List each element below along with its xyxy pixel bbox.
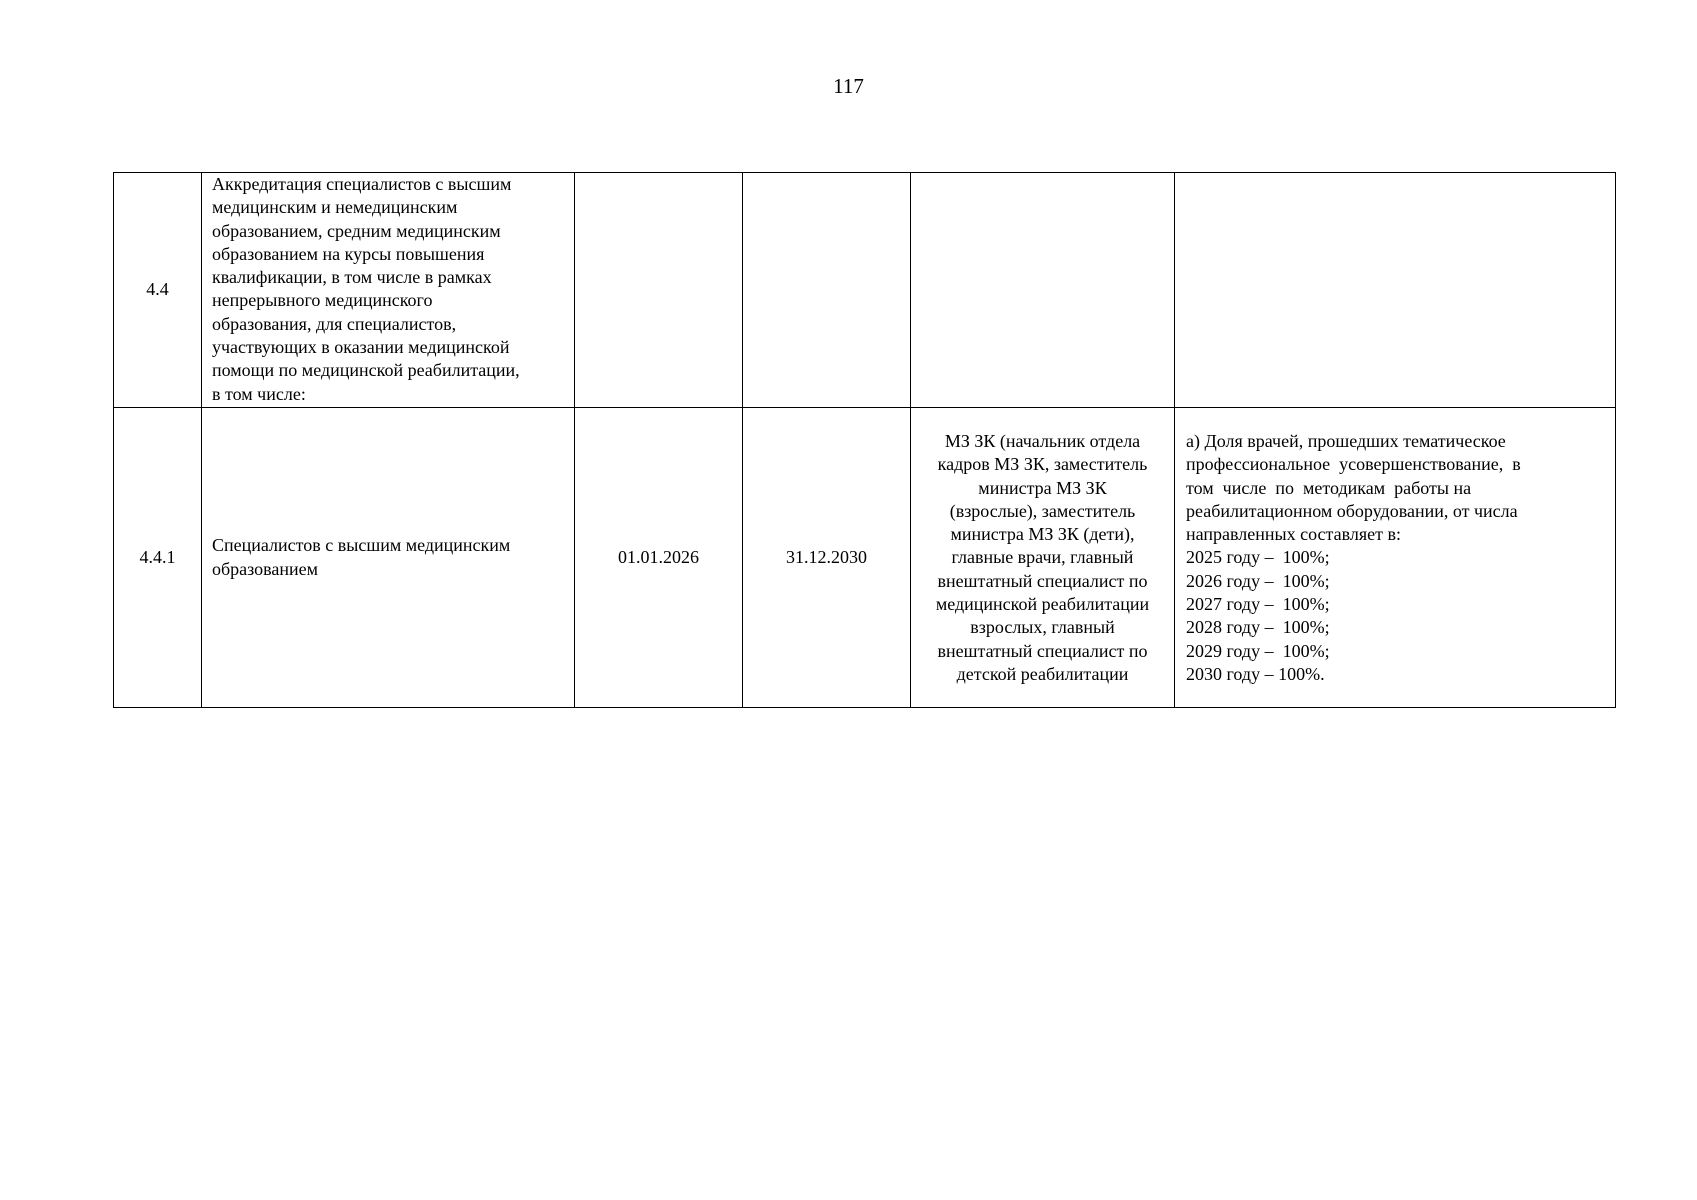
indicator-line: направленных составляет в:: [1186, 524, 1401, 545]
responsible-cell: [911, 408, 1175, 708]
indicator-cell: [1175, 408, 1616, 708]
responsible-line: внештатный специалист по: [937, 570, 1148, 591]
indicator-line: том числе по методикам работы на: [1186, 477, 1472, 498]
indicator-line: а) Доля врачей, прошедших тематическое: [1186, 431, 1506, 451]
item-number-cell: 4.4: [114, 173, 202, 408]
responsible-line: детской реабилитации: [956, 663, 1129, 684]
table-row: [114, 173, 1616, 408]
indicator-line: 2026 году – 100%;: [1186, 570, 1330, 591]
item-name-cell: [202, 408, 575, 708]
item-name-line: квалификации, в том числе в рамках: [212, 267, 492, 288]
indicator-line: 2030 году – 100%.: [1186, 663, 1325, 684]
indicator-cell: [1175, 173, 1616, 408]
item-name-line: образования, для специалистов,: [212, 313, 457, 334]
indicator-line: 2025 году – 100%;: [1186, 547, 1330, 568]
item-name-line: образованием на курсы повышения: [212, 243, 485, 264]
item-name-line: помощи по медицинской реабилитации,: [212, 360, 520, 381]
item-name-line: медицинским и немедицинским: [212, 197, 458, 218]
responsible-line: кадров МЗ ЗК, заместитель: [937, 454, 1148, 475]
end-date-cell: 31.12.2030: [743, 408, 911, 708]
item-name-cell: [202, 173, 575, 408]
end-date-cell: [743, 173, 911, 408]
item-name-line: в том числе:: [212, 383, 306, 404]
item-name-line: непрерывного медицинского: [212, 290, 433, 311]
responsible-line: медицинской реабилитации: [935, 594, 1150, 615]
start-date-cell: [575, 173, 743, 408]
table-row: [114, 408, 1616, 708]
responsible-cell: [911, 173, 1175, 408]
indicator-line: 2029 году – 100%;: [1186, 640, 1330, 661]
responsible-line: главные врачи, главный: [951, 547, 1134, 568]
responsible-line: (взрослые), заместитель: [949, 500, 1136, 521]
responsible-line: взрослых, главный: [970, 617, 1115, 638]
plan-table: [113, 172, 1616, 708]
indicator-line: 2028 году – 100%;: [1186, 617, 1330, 638]
item-name-line: Специалистов с высшим медицинским: [212, 535, 511, 556]
responsible-line: министра МЗ ЗК: [978, 477, 1107, 498]
item-name-line: участвующих в оказании медицинской: [212, 337, 510, 358]
item-number-cell: 4.4.1: [114, 408, 202, 708]
responsible-line: внештатный специалист по: [937, 640, 1148, 661]
indicator-line: профессиональное усовершенствование, в: [1186, 454, 1521, 475]
item-name-line: образованием: [212, 558, 319, 579]
item-name-line: Аккредитация специалистов с высшим: [212, 174, 512, 194]
start-date-cell: 01.01.2026: [575, 408, 743, 708]
responsible-line: министра МЗ ЗК (дети),: [950, 524, 1135, 545]
responsible-line: МЗ ЗК (начальник отдела: [944, 431, 1141, 451]
item-name-line: образованием, средним медицинским: [212, 220, 501, 241]
indicator-line: реабилитационном оборудовании, от числа: [1186, 500, 1518, 521]
page-number: 117: [833, 74, 864, 98]
indicator-line: 2027 году – 100%;: [1186, 594, 1330, 615]
